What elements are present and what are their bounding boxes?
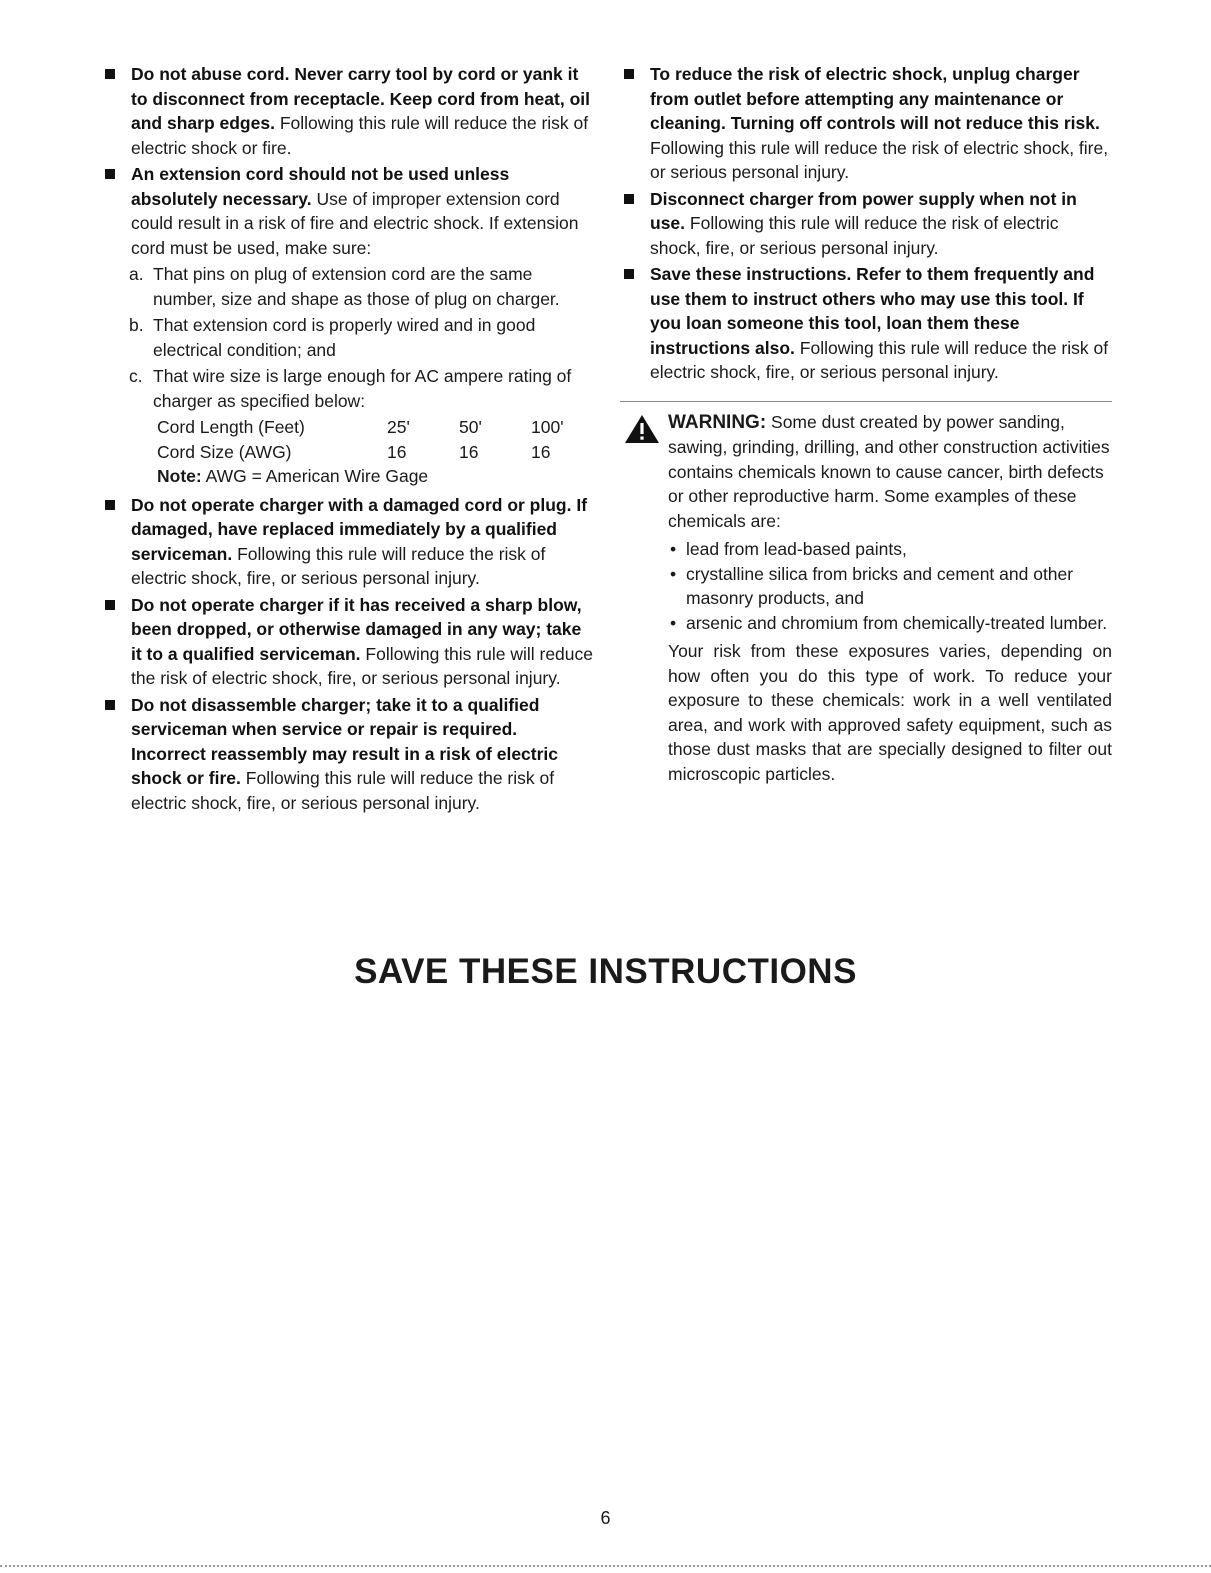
divider: [620, 401, 1112, 402]
rule-heading: Do not abuse cord. Never carry tool by cord or yank it to disconnect from receptacle. Keep cord from heat, oil and sharp edges.: [131, 64, 590, 133]
sub-item-label: b.: [129, 315, 144, 335]
square-bullet-icon: [105, 500, 115, 510]
square-bullet-icon: [105, 69, 115, 79]
warning-intro: [668, 410, 1112, 534]
list-item-text: lead from lead-based paints,: [686, 539, 907, 559]
square-bullet-icon: [624, 269, 634, 279]
sub-item-b: [105, 313, 595, 362]
bottom-edge-line: [0, 1565, 1211, 1567]
rule-text: Following this rule will reduce the risk of electric shock, fire, or serious personal injury.: [131, 768, 555, 813]
rule-heading: To reduce the risk of electric shock, unplug charger from outlet before attempting any maintenance or cleaning. Turning off controls will not reduce this risk.: [650, 64, 1100, 133]
sub-item-c: [105, 364, 595, 413]
table-cell: 16: [459, 441, 479, 462]
note-label: Note:: [157, 466, 202, 486]
note-text: AWG = American Wire Gage: [205, 466, 429, 486]
rule-heading: Do not disassemble charger; take it to a qualified serviceman when service or repair is required. Incorrect reassembly may result in a risk of electric shock or fire.: [131, 694, 559, 788]
rule-text: Following this rule will reduce the risk of electric shock, fire, or serious personal injury.: [131, 643, 594, 688]
sub-item-text: That extension cord is properly wired and in good electrical condition; and: [153, 315, 536, 360]
rule-extension-cord: [105, 162, 595, 260]
square-bullet-icon: [105, 700, 115, 710]
list-item: • crystalline silica from bricks and cement and other masonry products, and: [670, 563, 1074, 608]
chemical-list: [668, 537, 1112, 635]
warning-intro-text: Some dust created by power sanding, sawing, grinding, drilling, and other construction activities contains chemicals known to cause cancer, birth defects or other reproductive harm. Some examples of these chemicals are:: [668, 411, 1110, 531]
table-cell: 16: [387, 441, 407, 462]
sub-item-text: That wire size is large enough for AC ampere rating of charger as specified below:: [153, 366, 572, 411]
table-cell: 50': [459, 417, 482, 437]
square-bullet-icon: [624, 69, 634, 79]
warning-block: [624, 410, 1112, 787]
awg-note: [105, 464, 595, 489]
list-item-text: crystalline silica from bricks and cement and other masonry products, and: [686, 563, 1074, 608]
table-cell: Cord Length (Feet): [157, 417, 305, 437]
square-bullet-icon: [105, 600, 115, 610]
list-item: • lead from lead-based paints,: [670, 539, 907, 559]
right-column: [624, 62, 1112, 786]
sub-item-text: That pins on plug of extension cord are the same number, size and shape as those of plug on charger.: [153, 264, 560, 309]
rule-sharp-blow: [105, 593, 595, 691]
table-cell: Cord Size (AWG): [157, 441, 292, 462]
rule-unplug: [624, 62, 1112, 185]
rule-text: Following this rule will reduce the risk of electric shock or fire.: [131, 113, 589, 158]
rule-abuse-cord: [105, 62, 595, 160]
rule-heading: Save these instructions. Refer to them frequently and use them to instruct others who may use this tool. If you loan someone this tool, loan them these instructions also.: [650, 264, 1095, 358]
save-instructions-heading: SAVE THESE INSTRUCTIONS: [354, 952, 857, 991]
warning-closing: Your risk from these exposures varies, depending on how often you do this type of work. To reduce your exposure to these chemicals: work in a well ventilated area, and work with approved safety equipment, such as those dust masks that are specially designed to filter out microscopic particles.: [668, 641, 1112, 784]
square-bullet-icon: [105, 169, 115, 179]
sub-item-label: a.: [129, 264, 144, 284]
rule-text: Following this rule will reduce the risk of electric shock, fire, or serious personal injury.: [650, 337, 1109, 382]
rule-disassemble: [105, 693, 595, 816]
warning-label: WARNING:: [668, 411, 767, 433]
rule-text: Following this rule will reduce the risk of electric shock, fire, or serious personal injury.: [650, 137, 1109, 182]
sub-item-a: [105, 262, 595, 311]
list-item-text: arsenic and chromium from chemically-treated lumber.: [686, 612, 1108, 633]
table-cell: 100': [531, 417, 564, 437]
rule-text: Following this rule will reduce the risk of electric shock, fire, or serious personal injury.: [650, 213, 1059, 258]
rule-heading: An extension cord should not be used unless absolutely necessary.: [131, 164, 510, 209]
rule-heading: Do not operate charger if it has received a sharp blow, been dropped, or otherwise damaged in any way; take it to a qualified serviceman.: [131, 594, 582, 664]
rule-text: Use of improper extension cord could result in a risk of fire and electric shock. If extension cord must be used, make sure:: [131, 188, 579, 258]
rule-save-instructions: [624, 262, 1112, 385]
square-bullet-icon: [624, 194, 634, 204]
cord-size-table: [157, 415, 564, 464]
rule-heading: Do not operate charger with a damaged cord or plug. If damaged, have replaced immediately by a qualified serviceman.: [131, 494, 588, 564]
page-number: 6: [600, 1508, 611, 1528]
rule-text: Following this rule will reduce the risk of electric shock, fire, or serious personal injury.: [131, 543, 546, 588]
rule-heading: Disconnect charger from power supply when not in use.: [650, 188, 1077, 233]
table-row: [157, 415, 564, 440]
sub-item-label: c.: [129, 366, 143, 386]
left-column: [105, 62, 595, 817]
warning-triangle-icon: [624, 414, 660, 444]
rule-damaged-cord: [105, 493, 595, 591]
table-row: [157, 440, 564, 465]
table-cell: 16: [531, 441, 551, 462]
table-cell: 25': [387, 417, 410, 437]
list-item: • arsenic and chromium from chemically-treated lumber.: [670, 612, 1108, 633]
rule-disconnect: [624, 187, 1112, 261]
